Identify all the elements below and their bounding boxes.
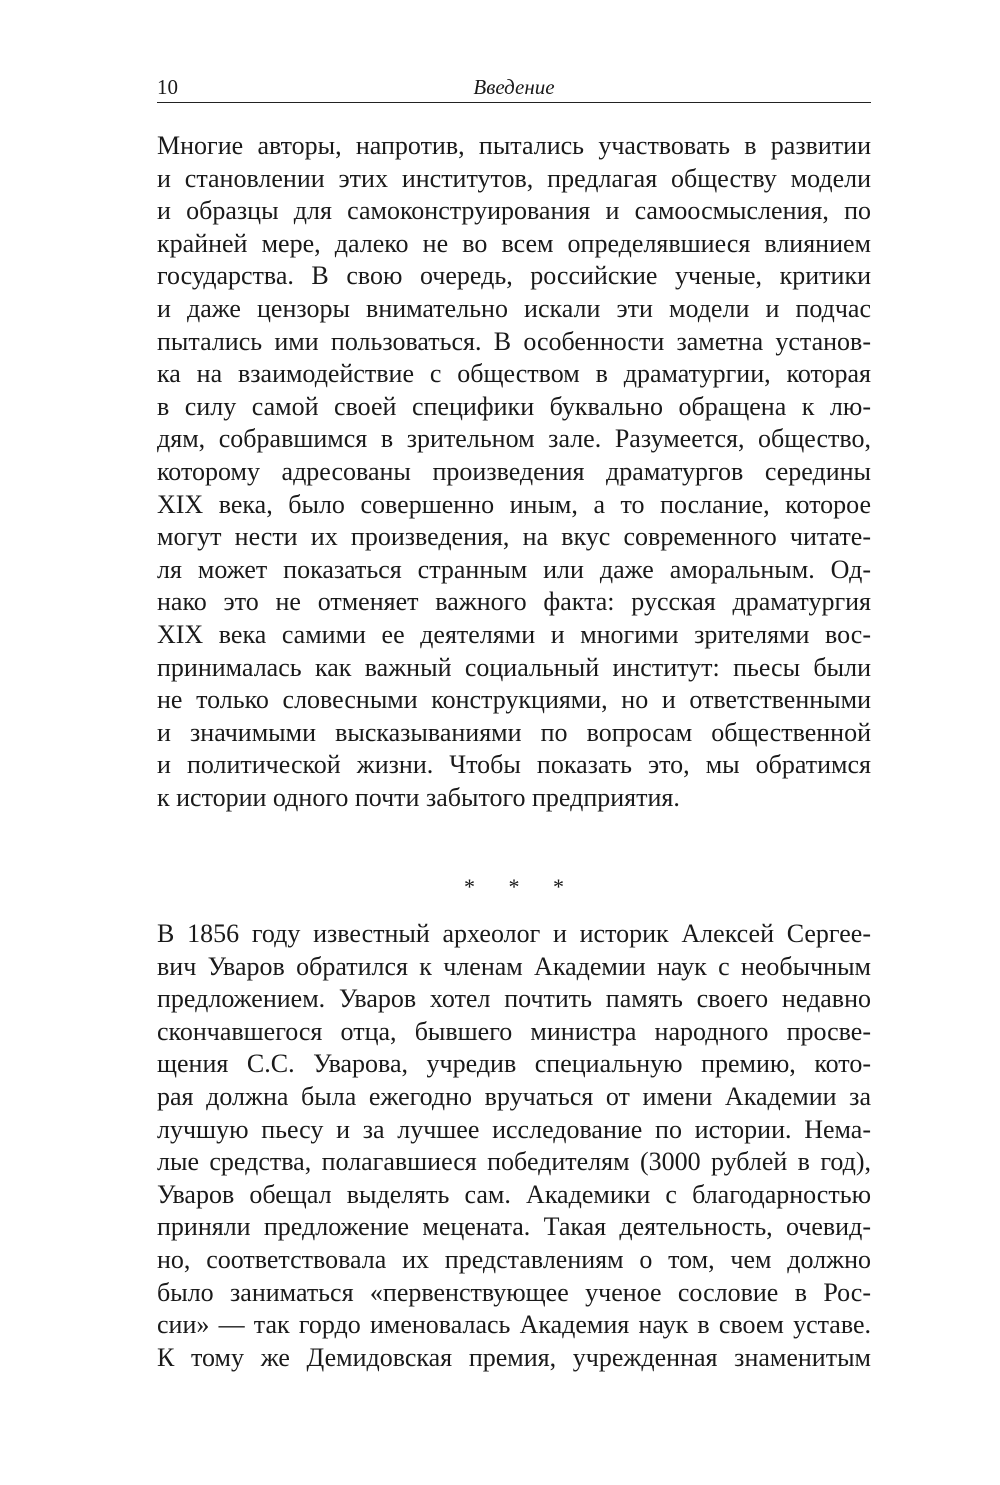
- text-line: нако это не отменяет важного факта: русская драматургия: [157, 587, 871, 617]
- text-line: дям, собравшимся в зрительном зале. Разумеется, общество,: [157, 424, 871, 454]
- text-line: в силу самой своей специфики буквально обращена к лю-: [157, 391, 871, 421]
- text-line: крайней мере, далеко не во всем определявшиеся влиянием: [157, 228, 871, 258]
- text-line: Многие авторы, напротив, пытались участвовать в развитии: [157, 131, 871, 160]
- text-line: щения С.С. Уварова, учредив специальную премию, кото-: [157, 1049, 871, 1079]
- text-line: могут нести их произведения, на вкус современного читате-: [157, 522, 871, 552]
- running-head-title: Введение: [473, 75, 555, 99]
- text-line: приняли предложение мецената. Такая деятельность, очевид-: [157, 1212, 871, 1242]
- page-number: 10: [157, 75, 178, 99]
- text-line: В 1856 году известный археолог и историк Алексей Сергее-: [157, 919, 871, 948]
- text-line: не только словесными конструкциями, но и ответственными: [157, 685, 871, 715]
- text-line: К тому же Демидовская премия, учрежденная знаменитым: [157, 1342, 871, 1372]
- text-line: лучшую пьесу и за лучшее исследование по истории. Нема-: [157, 1114, 871, 1144]
- text-line: пытались ими пользоваться. В особенности заметна установ-: [157, 326, 871, 356]
- text-line: и значимыми высказываниями по вопросам общественной: [157, 717, 871, 747]
- text-line: сии» — так гордо именовалась Академия наук в своем уставе.: [157, 1310, 871, 1340]
- text-line: XIX века, было совершенно иным, а то послание, которое: [157, 489, 871, 519]
- paragraph-1: [157, 130, 871, 814]
- text-line: было заниматься «первенствующее ученое сословие в Рос-: [157, 1277, 871, 1307]
- running-header: [157, 72, 871, 103]
- text-line: и даже цензоры внимательно искали эти модели и подчас: [157, 293, 871, 323]
- text-line: лые средства, полагавшиеся победителям (3000 рублей в год),: [157, 1147, 871, 1177]
- text-line: но, соответствовала их представлениям о том, чем должно: [157, 1244, 871, 1274]
- text-line: вич Уваров обратился к членам Академии наук с необычным: [157, 951, 871, 981]
- paragraph-2: [157, 918, 871, 1374]
- text-line: и становлении этих институтов, предлагая обществу модели: [157, 163, 871, 193]
- text-line: Уваров обещал выделять сам. Академики с благодарностью: [157, 1179, 871, 1209]
- text-line: ка на взаимодействие с обществом в драматургии, которая: [157, 359, 871, 389]
- text-line: и образцы для самоконструирования и самоосмысления, по: [157, 196, 871, 226]
- text-line: предложением. Уваров хотел почтить память своего недавно: [157, 984, 871, 1014]
- text-line: и политической жизни. Чтобы показать это, мы обратимся: [157, 750, 871, 780]
- text-line: к истории одного почти забытого предприятия.: [157, 782, 680, 812]
- text-line: скончавшегося отца, бывшего министра народного просве-: [157, 1016, 871, 1046]
- text-line: ля может показаться странным или даже аморальным. Од-: [157, 554, 871, 584]
- section-break: * * *: [464, 874, 578, 899]
- text-line: XIX века самими ее деятелями и многими зрителями вос-: [157, 619, 871, 649]
- text-line: принималась как важный социальный институт: пьесы были: [157, 652, 871, 682]
- text-line: государства. В свою очередь, российские ученые, критики: [157, 261, 871, 291]
- text-line: которому адресованы произведения драматургов середины: [157, 456, 871, 486]
- text-line: рая должна была ежегодно вручаться от имени Академии за: [157, 1081, 871, 1111]
